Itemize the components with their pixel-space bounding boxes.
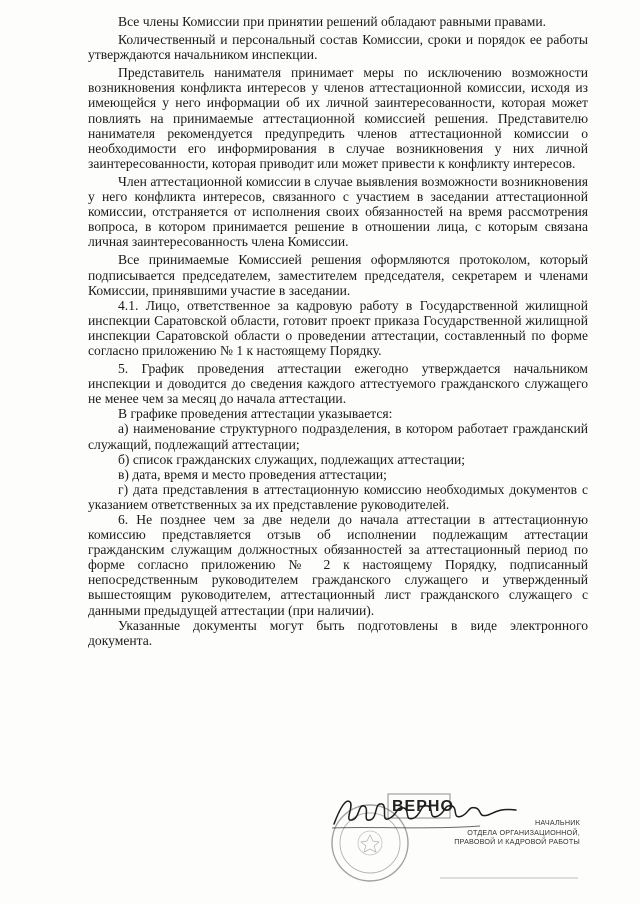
paragraph-conflict-measures: Представитель нанимателя принимает меры по исключению возможности возникновения конфликта интересов у членов аттестационной комиссии, исходя из имеющейся у него информации об их личной заинтересованности, которая может повлиять на принимаемые аттестационной комиссией решения. Представителю нанимателя рекомендуется предупредить членов аттестационной комиссии о необходимости его информирования в случае возникновения у них личной заинтересованности, которая приводит или может привести к конфликту интересов. bbox=[88, 65, 588, 171]
stamp-line-department-2: ПРАВОВОЙ И КАДРОВОЙ РАБОТЫ bbox=[454, 837, 580, 846]
paragraph-protocol: Все принимаемые Комиссией решения оформляются протоколом, который подписывается председателем, заместителем председателя, секретарем и членами Комиссии, принявшими участие в заседании. bbox=[88, 252, 588, 298]
certification-stamp bbox=[330, 788, 580, 900]
stamp-verno-label: ВЕРНО bbox=[392, 798, 454, 815]
paragraph-electronic: Указанные документы могут быть подготовлены в виде электронного документа. bbox=[88, 617, 588, 648]
list-item-a: а) наименование структурного подразделения, в котором работает гражданский служащий, подлежащий аттестации; bbox=[88, 421, 588, 452]
stamp-line-chief: НАЧАЛЬНИК bbox=[535, 818, 580, 827]
paragraph-schedule-contents: В графике проведения аттестации указывается: bbox=[118, 406, 393, 422]
list-item-g: г) дата представления в аттестационную комиссию необходимых документов с указанием ответственных за их представление руководителей. bbox=[88, 481, 588, 512]
paragraph-equal-rights: Все члены Комиссии при принятии решений обладают равными правами. bbox=[118, 14, 547, 29]
paragraph-5-schedule: 5. График проведения аттестации ежегодно утверждается начальником инспекции и доводится до сведения каждого аттестуемого гражданского служащего не менее чем за месяц до начала аттестации. bbox=[88, 361, 588, 407]
paragraph-composition: Количественный и персональный состав Комиссии, сроки и порядок ее работы утверждаются начальником инспекции. bbox=[88, 32, 588, 63]
list-item-b: б) список гражданских служащих, подлежащих аттестации; bbox=[118, 451, 466, 467]
paragraph-4-1: 4.1. Лицо, ответственное за кадровую работу в Государственной жилищной инспекции Саратовской области, готовит проект приказа Государственной жилищной инспекции Саратовской области о проведении аттестации, составленный по форме согласно приложению № 1 к настоящему Порядку. bbox=[88, 297, 588, 358]
paragraph-member-recusal: Член аттестационной комиссии в случае выявления возможности возникновения у него конфликта интересов, связанного с участием в заседании аттестационной комиссии, отстраняется от исполнения своих обязанностей на время рассмотрения вопроса, в котором принимается решение в отношении лица, с которым связана личная заинтересованность члена Комиссии. bbox=[88, 173, 588, 250]
handwritten-signature bbox=[330, 788, 520, 833]
stamp-line-department: ОТДЕЛА ОРГАНИЗАЦИОННОЙ, bbox=[467, 827, 580, 837]
paragraph-6-review: 6. Не позднее чем за две недели до начала аттестации в аттестационную комиссию представляется отзыв об исполнении подлежащим аттестации гражданским служащим должностных обязанностей за аттестационный период по форме согласно приложению № 2 к настоящему Порядку, подписанный непосредственным руководителем гражданского служащего и утвержденный вышестоящим руководителем, аттестационный лист гражданского служащего с данными предыдущей аттестации (при наличии). bbox=[88, 512, 588, 618]
list-item-v: в) дата, время и место проведения аттестации; bbox=[118, 466, 387, 482]
document-body bbox=[88, 14, 588, 648]
